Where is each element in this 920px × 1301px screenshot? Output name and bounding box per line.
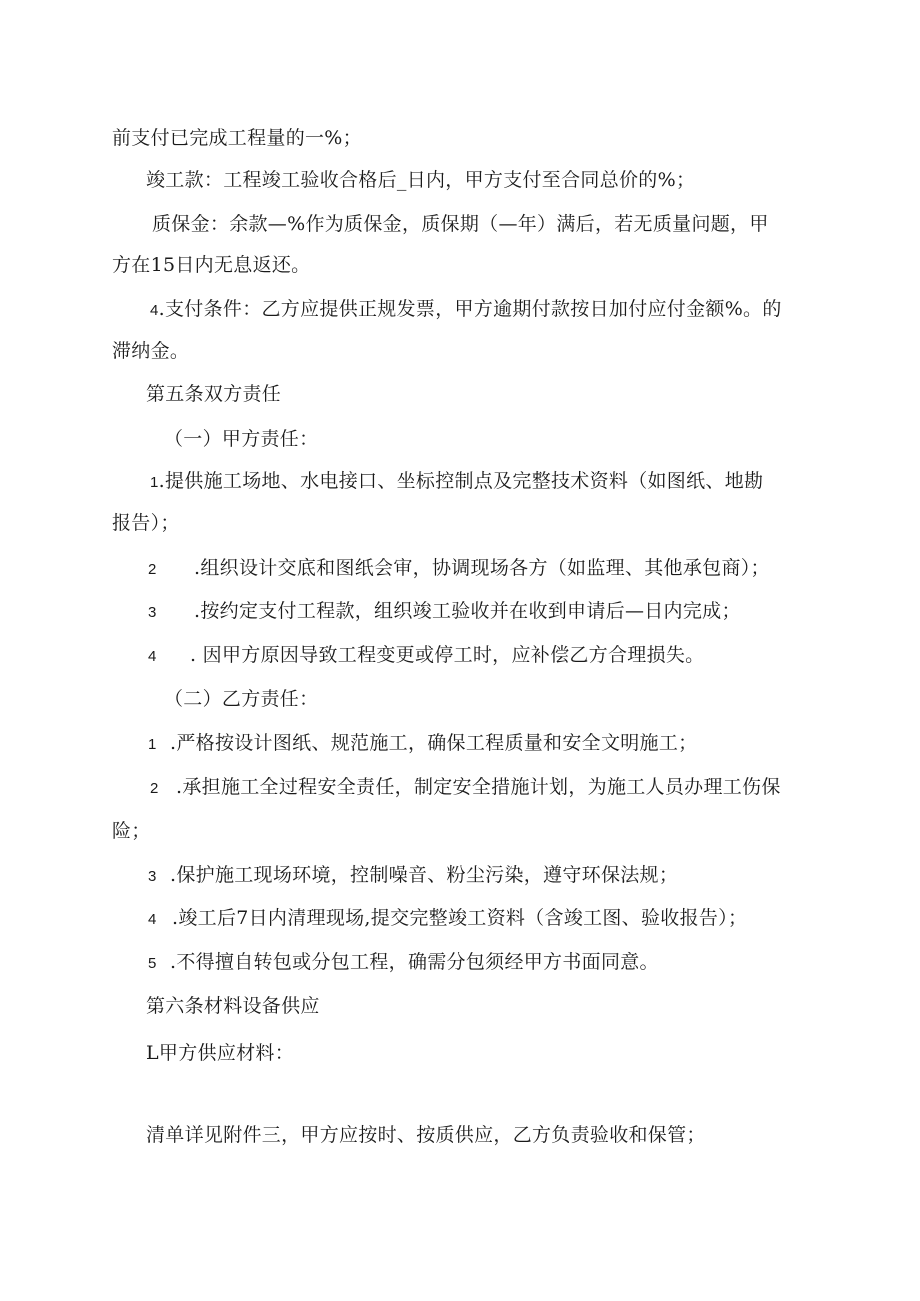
partyA-item-4-text: . 因甲方原因导致工程变更或停工时，应补偿乙方合理损失。 [190,644,705,666]
partyB-item-2-number: 2 [150,780,159,797]
partyA-item-3-number: 3 [148,604,157,621]
partyA-item-1-text: .提供施工场地、水电接口、坐标控制点及完整技术资料（如图纸、地勘 [158,470,764,492]
partyA-item-2-number: 2 [148,561,157,578]
warranty-clause-line1: 质保金：余款—%作为质保金，质保期（—年）满后，若无质量问题，甲 [152,213,769,235]
partyA-item-2 [148,555,770,583]
payment-condition-line2: 滞纳金。 [112,340,190,362]
partyA-item-1-line2: 报告）； [112,512,180,534]
article5-title: 第五条双方责任 [146,383,282,405]
partyA-item-3-text: .按约定支付工程款，组织竣工验收并在收到申请后—日内完成； [194,600,741,622]
partyA-item-1-line1 [150,468,763,496]
partyB-item-4-text: .竣工后7日内清理现场,提交完整竣工资料（含竣工图、验收报告）； [172,907,748,929]
payment-condition-text: .支付条件：乙方应提供正规发票，甲方逾期付款按日加付应付金额%。的 [158,298,782,320]
partyB-item-1-text: .严格按设计图纸、规范施工，确保工程质量和安全文明施工； [170,732,698,754]
partyB-item-3-number: 3 [148,868,157,885]
partyB-item-2-text: .承担施工全过程安全责任，制定安全措施计划，为施工人员办理工伤保 [176,776,781,798]
partyB-item-2-line1 [150,774,781,802]
partyA-item-3 [148,598,741,626]
payment-condition-line1 [150,296,782,324]
partyB-heading: （二）乙方责任： [164,688,319,710]
partyB-item-4 [148,905,747,933]
completion-payment-clause: 竣工款：工程竣工验收合格后_日内，甲方支付至合同总价的%； [146,169,696,191]
warranty-clause-line2: 方在15日内无息返还。 [112,254,311,276]
partyB-item-4-number: 4 [148,911,157,928]
partyA-item-4 [148,642,704,670]
partyA-heading: （一）甲方责任： [164,428,319,450]
partyB-item-3-text: .保护施工现场环境，控制噪音、粉尘污染，遵守环保法规； [170,864,679,886]
partyA-item-2-text: .组织设计交底和图纸会审，协调现场各方（如监理、其他承包商）； [194,557,770,579]
article6-title: 第六条材料设备供应 [146,995,320,1017]
partyA-item-1-number: 1 [150,474,159,491]
payment-progress-continuation: 前支付已完成工程量的一%； [112,127,362,149]
partyB-item-5-number: 5 [148,955,157,972]
partyB-item-5-text: .不得擅自转包或分包工程，确需分包须经甲方书面同意。 [170,951,659,973]
partyA-item-4-number: 4 [148,648,157,665]
article6-item1-detail: 清单详见附件三，甲方应按时、按质供应，乙方负责验收和保管； [146,1124,706,1146]
partyB-item-1-number: 1 [148,736,157,753]
article6-item1-heading: L甲方供应材料： [146,1042,295,1064]
partyB-item-2-line2: 险； [112,820,151,842]
partyB-item-5 [148,949,659,977]
payment-condition-number: 4 [150,302,159,319]
partyB-item-3 [148,862,678,890]
partyB-item-1 [148,730,697,758]
